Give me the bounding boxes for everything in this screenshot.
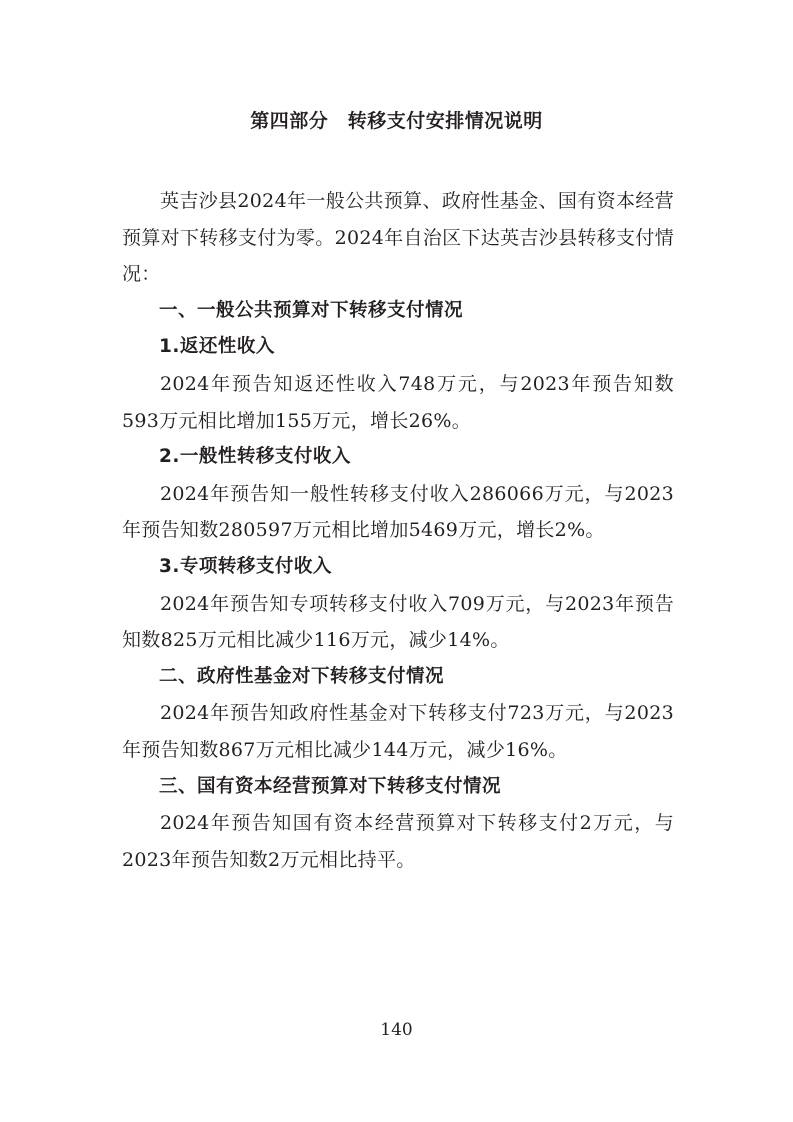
section1-sub3-paragraph: 2024年预告知专项转移支付收入709万元，与2023年预告知数825万元相比减少116万元，减少14%。 xyxy=(122,592,674,652)
section1-sub2-heading: 2.一般性转移支付收入 xyxy=(159,446,351,468)
section2-paragraph: 2024年预告知政府性基金对下转移支付723万元，与2023年预告知数867万元相比减少144万元，减少16%。 xyxy=(122,702,674,761)
section3-paragraph: 2024年预告知国有资本经营预算对下转移支付2万元，与2023年预告知数2万元相比持平。 xyxy=(122,812,674,871)
intro-paragraph: 英吉沙县2024年一般公共预算、政府性基金、国有资本经营预算对下转移支付为零。2024年自治区下达英吉沙县转移支付情况： xyxy=(122,190,674,286)
section2-heading: 二、政府性基金对下转移支付情况 xyxy=(159,665,445,687)
section1-sub1-paragraph: 2024年预告知返还性收入748万元，与2023年预告知数593万元相比增加155万元，增长26%。 xyxy=(122,372,674,432)
document-body xyxy=(122,183,674,878)
section1-sub2-paragraph: 2024年预告知一般性转移支付收入286066万元，与2023年预告知数280597万元相比增加5469万元，增长2%。 xyxy=(122,482,674,542)
section1-sub1-heading: 1.返还性收入 xyxy=(159,336,275,358)
section1-heading: 一、一般公共预算对下转移支付情况 xyxy=(159,299,464,321)
page-number: 140 xyxy=(380,1020,413,1040)
page-title: 第四部分 转移支付安排情况说明 xyxy=(250,110,543,132)
section3-heading: 三、国有资本经营预算对下转移支付情况 xyxy=(159,775,502,797)
section1-sub3-heading: 3.专项转移支付收入 xyxy=(159,555,332,577)
